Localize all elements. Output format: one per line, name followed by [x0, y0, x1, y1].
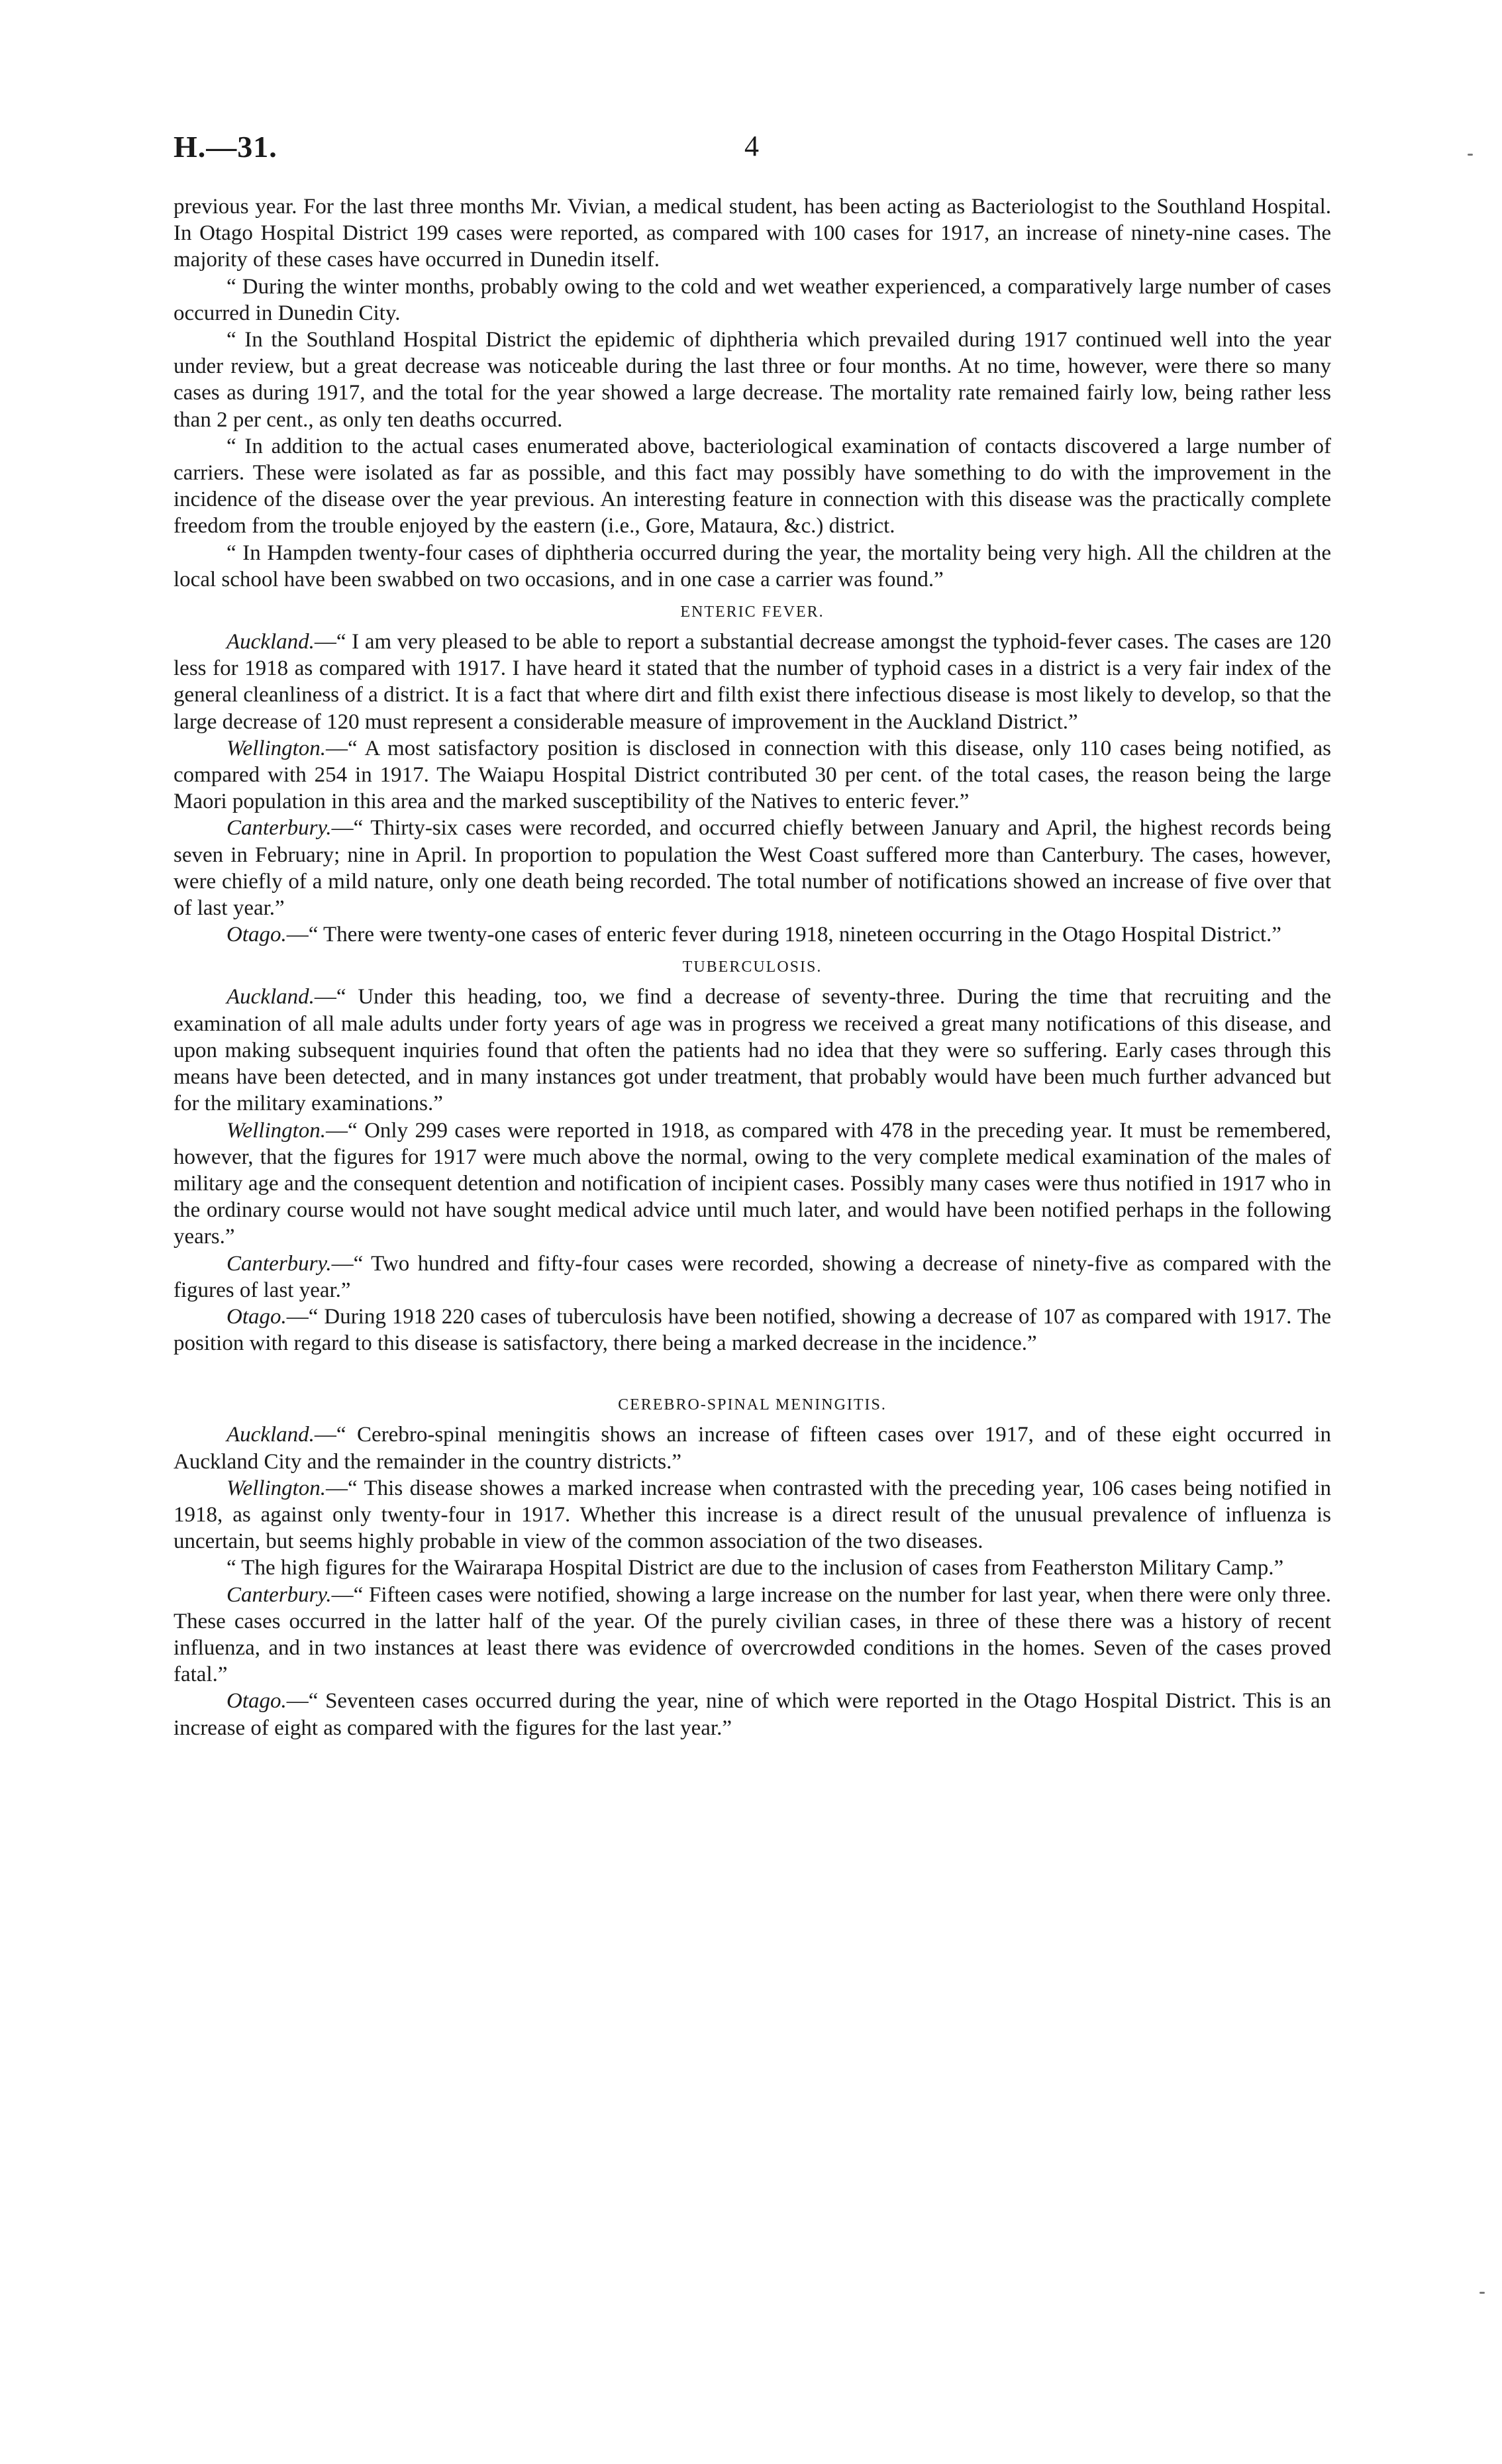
paragraph-text: —“ Seventeen cases occurred during the year, nine of which were reported in the Otago Hospital District. This is an increase of eight as compared with the figures for the last year.” [174, 1689, 1331, 1740]
section-heading: ENTERIC FEVER. [680, 603, 825, 621]
paragraph-text: —“ A most satisfactory position is disclosed in connection with this disease, only 110 cases being notified, as compared with 254 in 1917. The Waiapu Hospital District contributed 30 per cent. of the total cases, the reason being the large Maori population in this area and the marked susceptibility of the Natives to enteric fever.” [174, 736, 1331, 814]
district-name: Wellington. [226, 1118, 326, 1143]
paragraph [174, 984, 1331, 1117]
paragraph [174, 1582, 1331, 1688]
paragraph-text: “ The high figures for the Wairarapa Hospital District are due to the inclusion of cases from Featherston Military Camp.” [226, 1556, 1284, 1580]
district-name: Auckland. [226, 1423, 315, 1447]
paragraph-text: “ During the winter months, probably owing to the cold and wet weather experienced, a comparatively large number of cases occurred in Dunedin City. [174, 274, 1331, 325]
paragraph-text: —“ There were twenty-one cases of enteric fever during 1918, nineteen occurring in the Otago Hospital District.” [286, 923, 1281, 947]
district-name: Otago. [226, 923, 287, 947]
paragraph-text: —“ This disease showes a marked increase when contrasted with the preceding year, 106 cases being notified in 1918, as against only twenty-four in 1917. Whether this increase is a direct result of the unusual prevalence of influenza is uncertain, but seems highly probable in view of the common association of the two diseases. [174, 1476, 1331, 1554]
paragraph [174, 327, 1331, 433]
page-header [174, 129, 1331, 169]
district-name: Otago. [226, 1689, 287, 1714]
paragraph-text: —“ Fifteen cases were notified, showing a large increase on the number for last year, when there were only three. These cases occurred in the latter half of the year. Of the purely civilian cases, in three of these there was a history of recent influenza, and in two instances at least there was evidence of overcrowded conditions in the homes. Seven of the cases proved fatal.” [174, 1582, 1331, 1687]
paragraph [174, 433, 1331, 540]
district-name: Wellington. [226, 1476, 326, 1500]
paragraph [174, 921, 1331, 948]
paragraph [174, 1475, 1331, 1555]
paragraph-text: “ In Hampden twenty-four cases of diphtheria occurred during the year, the mortality being very high. All the children at the local school have been swabbed on two occasions, and in one case a carrier was found.” [174, 540, 1331, 591]
paragraph [174, 1304, 1331, 1357]
paragraph-text: —“ During 1918 220 cases of tuberculosis have been notified, showing a decrease of 107 as compared with 1917. The position with regard to this disease is satisfactory, there being a marked decrease in the incidence.” [174, 1304, 1331, 1356]
district-name: Wellington. [226, 736, 326, 760]
section-heading: TUBERCULOSIS. [682, 958, 823, 976]
paragraph [174, 1555, 1331, 1581]
paragraph-text: “ In the Southland Hospital District the epidemic of diphtheria which prevailed during 1917 continued well into the year under review, but a great decrease was noticeable during the last three or four months. At no time, however, were there so many cases as during 1917, and the total for the year showed a large decrease. The mortality rate remained fairly low, being rather less than 2 per cent., as only ten deaths occurred. [174, 328, 1331, 432]
district-name: Canterbury. [226, 1251, 332, 1276]
district-name: Canterbury. [226, 816, 332, 841]
paragraph [174, 540, 1331, 593]
report-body [174, 193, 1331, 1741]
document-reference: H.—31. [174, 130, 277, 164]
paragraph-text: —“ Two hundred and fifty-four cases were recorded, showing a decrease of ninety-five as compared with the figures of last year.” [174, 1251, 1331, 1302]
paragraph-text: previous year. For the last three months Mr. Vivian, a medical student, has been acting as Bacteriologist to the Southland Hospital. In Otago Hospital District 199 cases were reported, as compared with 100 cases for 1917, an increase of ninety-nine cases. The majority of these cases have occurred in Dunedin itself. [174, 195, 1331, 272]
paragraph [174, 629, 1331, 735]
paragraph [174, 815, 1331, 921]
paragraph [174, 1251, 1331, 1304]
section-heading: CEREBRO-SPINAL MENINGITIS. [618, 1396, 887, 1414]
paragraph-text: —“ Thirty-six cases were recorded, and occurred chiefly between January and April, the highest records being seven in February; nine in April. In proportion to population the West Coast suffered more than Canterbury. The cases, however, were chiefly of a mild nature, only one death being recorded. The total number of notifications showed an increase of five over that of last year.” [174, 816, 1331, 921]
district-name: Otago. [226, 1304, 287, 1329]
page-number: 4 [744, 130, 759, 162]
paragraph [174, 1688, 1331, 1741]
scan-mark [1468, 154, 1473, 156]
district-name: Canterbury. [226, 1582, 332, 1607]
paragraph [174, 274, 1331, 327]
paragraph [174, 735, 1331, 815]
paragraph [174, 1117, 1331, 1251]
paragraph-text: —“ Only 299 cases were reported in 1918, as compared with 478 in the preceding year. It must be remembered, however, that the figures for 1917 were much above the normal, owing to the very complete medical examination of the males of military age and the consequent detention and notification of incipient cases. Possibly many cases were thus notified in 1917 who in the ordinary course would not have sought medical advice until much later, and would have been notified perhaps in the following years.” [174, 1118, 1331, 1249]
paragraph-text: —“ I am very pleased to be able to report a substantial decrease amongst the typhoid-fever cases. The cases are 120 less for 1918 as compared with 1917. I have heard it stated that the number of typhoid cases in a district is a very fair index of the general cleanliness of a district. It is a fact that where dirt and filth exist there infectious disease is most likely to develop, so that the large decrease of 120 must represent a considerable measure of improvement in the Auckland District.” [174, 630, 1331, 734]
district-name: Auckland. [226, 985, 315, 1009]
paragraph-text: —“ Cerebro-spinal meningitis shows an increase of fifteen cases over 1917, and of these eight occurred in Auckland City and the remainder in the country districts.” [174, 1423, 1331, 1474]
paragraph-text: —“ Under this heading, too, we find a decrease of seventy-three. During the time that recruiting and the examination of all male adults under forty years of age was in progress we received a great many notifications of this disease, and upon making subsequent inquiries found that often the patients had no idea that they were so suffering. Early cases through this means have been detected, and in many instances got under treatment, that probably would have been much further advanced but for the military examinations.” [174, 985, 1331, 1116]
paragraph [174, 193, 1331, 274]
scan-mark [1479, 2292, 1485, 2294]
district-name: Auckland. [226, 630, 315, 654]
paragraph [174, 1421, 1331, 1474]
paragraph-text: “ In addition to the actual cases enumerated above, bacteriological examination of contacts discovered a large number of carriers. These were isolated as far as possible, and this fact may possibly have something to do with the improvement in the incidence of the disease over the year previous. An interesting feature in connection with this disease was the practically complete freedom from the trouble enjoyed by the eastern (i.e., Gore, Mataura, &c.) district. [174, 434, 1331, 539]
